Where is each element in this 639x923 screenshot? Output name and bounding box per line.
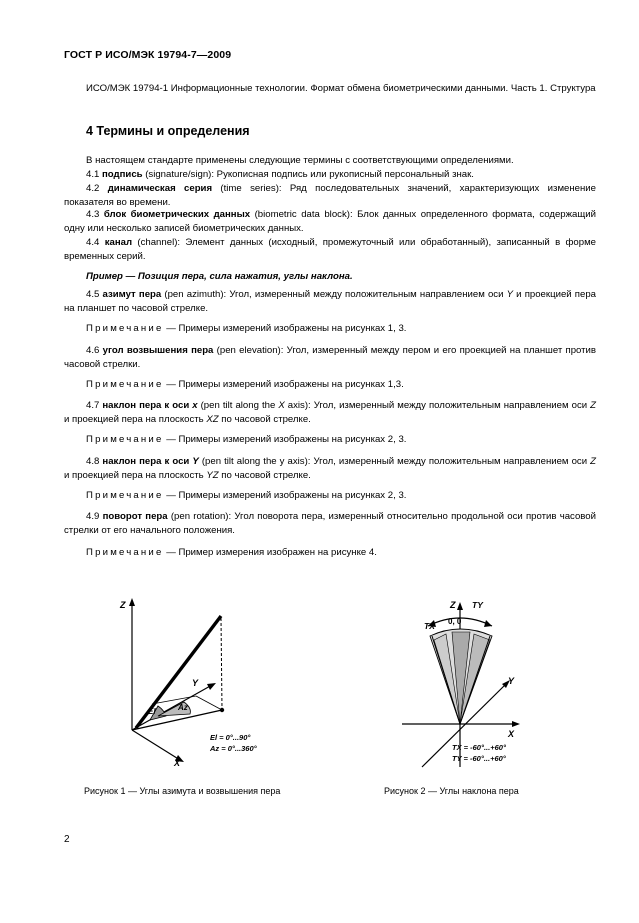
figure-1-az-label: Az	[178, 703, 188, 712]
figure-1-tip-point	[220, 708, 224, 712]
section-intro: В настоящем стандарте применены следующие термины с соответствующими определениями.	[86, 155, 514, 166]
figure-2-origin-label: 0, 0	[448, 617, 462, 626]
term-4-7	[64, 399, 596, 427]
term-definition: (pen rotation): Угол поворота пера, измеренный относительно продольной оси против часовой стрелки от его начального положения.	[64, 511, 596, 536]
term-definition: (pen azimuth): Угол, измеренный между положительным направлением оси	[161, 289, 507, 300]
term-4-8	[64, 455, 596, 483]
axis-symbol: Z	[590, 456, 597, 467]
section-title: 4 Термины и определения	[86, 124, 250, 138]
note-label: Примечание	[86, 490, 164, 501]
term-number: 4.1	[86, 169, 100, 180]
page-number: 2	[64, 834, 70, 845]
figure-1-z-label: Z	[120, 600, 126, 610]
figure-1-y-axis	[132, 685, 212, 730]
term-4-1	[64, 168, 596, 182]
figure-1-el-range: El = 0°...90°	[210, 733, 251, 742]
term-definition: и проекцией пера на планшет по часовой стрелке.	[64, 289, 596, 314]
term-definition: по часовой стрелке.	[218, 414, 311, 425]
term-number: 4.3	[86, 209, 100, 220]
term-definition: и проекцией пера на плоскость	[64, 470, 207, 481]
term-name: блок биометрических данных	[103, 209, 251, 220]
figure-2-ty-label: TY	[472, 600, 483, 610]
term-name: наклон пера к оси	[102, 456, 190, 467]
term-number: 4.8	[86, 456, 100, 467]
term-name: подпись	[102, 169, 143, 180]
note-text: — Пример измерения изображен на рисунке 4.	[163, 547, 377, 558]
term-definition: по часовой стрелке.	[218, 470, 311, 481]
term-4-9	[64, 510, 596, 538]
term-definition: (signature/sign): Рукописная подпись или рукописный персональный знак.	[142, 169, 474, 180]
figure-2-x-arrow-icon	[512, 721, 520, 727]
figure-1-az-range: Az = 0°...360°	[210, 744, 257, 753]
term-definition: (pen elevation): Угол, измеренный между пером и его проекцией на планшет против часовой стрелки.	[64, 345, 597, 370]
figure-1-caption: Рисунок 1 — Углы азимута и возвышения пера	[84, 786, 281, 796]
term-name: азимут пера	[102, 289, 162, 300]
term-definition: и проекцией пера на плоскость	[64, 414, 207, 425]
note-label: Примечание	[86, 547, 164, 558]
note-4-8	[64, 489, 596, 503]
term-name: канал	[104, 237, 133, 248]
figure-2-arc-right-arrow-icon	[484, 620, 492, 627]
plane-symbol: XZ	[206, 414, 219, 425]
axis-symbol: Z	[590, 400, 597, 411]
note-4-9	[64, 546, 596, 560]
term-definition: axis): Угол, измеренный между положительным направлением оси	[284, 400, 591, 411]
note-text: — Примеры измерений изображены на рисунках 1, 3.	[163, 323, 407, 334]
term-name: угол возвышения пера	[102, 345, 214, 356]
term-name: наклон пера к оси	[102, 400, 190, 411]
term-number: 4.7	[86, 400, 100, 411]
term-4-5	[64, 288, 596, 316]
term-number: 4.9	[86, 511, 100, 522]
figure-2-pen-tilt	[392, 592, 552, 772]
figure-1-y-arrow-icon	[207, 683, 216, 690]
plane-symbol: YZ	[206, 470, 219, 481]
axis-symbol: X	[278, 400, 285, 411]
note-text: — Примеры измерений изображены на рисунках 2, 3.	[163, 434, 407, 445]
term-name: поворот пера	[102, 511, 168, 522]
figure-2-z-label: Z	[450, 600, 456, 610]
term-4-3	[64, 208, 596, 236]
figure-1-x-axis	[132, 730, 180, 760]
term-4-4	[64, 236, 596, 264]
example-note: Пример — Позиция пера, сила нажатия, углы наклона.	[86, 271, 353, 282]
term-definition: (pen tilt along the y axis): Угол, измеренный между положительным направлением оси	[198, 456, 591, 467]
figure-2-tx-range: TX = -60°...+60°	[452, 743, 506, 752]
note-4-7	[64, 433, 596, 447]
figure-1-el-label: El	[148, 707, 156, 716]
note-4-5	[64, 322, 596, 336]
figure-1-y-label: Y	[192, 678, 199, 688]
note-text: — Примеры измерений изображены на рисунках 1,3.	[163, 379, 404, 390]
figure-1-pen-azimuth-elevation	[100, 590, 300, 770]
term-number: 4.6	[86, 345, 100, 356]
note-label: Примечание	[86, 379, 164, 390]
term-4-6	[64, 344, 596, 372]
term-4-2	[64, 182, 596, 210]
normative-reference: ИСО/МЭК 19794-1 Информационные технологии. Формат обмена биометрическими данными. Часть 1. Структура	[86, 83, 596, 94]
figure-2-y-label: Y	[508, 676, 515, 686]
term-number: 4.5	[86, 289, 100, 300]
axis-symbol: x	[192, 400, 198, 411]
term-number: 4.4	[86, 237, 100, 248]
note-label: Примечание	[86, 323, 164, 334]
note-4-6	[64, 378, 596, 392]
figure-1-drop-line	[221, 618, 222, 710]
note-text: — Примеры измерений изображены на рисунках 2, 3.	[163, 490, 407, 501]
term-definition: (pen tilt along the	[197, 400, 279, 411]
figure-2-z-arrow-icon	[457, 602, 463, 610]
figure-2-caption: Рисунок 2 — Углы наклона пера	[384, 786, 519, 796]
term-name: динамическая серия	[107, 183, 213, 194]
figure-2-tx-label: TX	[424, 621, 435, 631]
axis-symbol: Y	[506, 289, 514, 300]
figure-2-ty-range: TY = -60°...+60°	[452, 754, 506, 763]
term-definition: (time series): Ряд последовательных значений, характеризующих изменение показателя во времени.	[64, 183, 597, 208]
figure-1-z-arrow-icon	[129, 598, 135, 606]
figure-1-x-label: X	[174, 758, 181, 768]
figure-1-arc-guide	[196, 696, 222, 710]
term-definition: (biometric data block): Блок данных определенного формата, содержащий одну или несколько записей биометрических данных.	[64, 209, 596, 234]
document-header: ГОСТ Р ИСО/МЭК 19794-7—2009	[64, 49, 232, 61]
figure-2-x-label: X	[508, 729, 515, 739]
axis-symbol: Y	[192, 456, 199, 467]
term-number: 4.2	[86, 183, 100, 194]
term-definition: (channel): Элемент данных (исходный, промежуточный или обработанный), записанный в форме временных серий.	[64, 237, 596, 262]
note-label: Примечание	[86, 434, 164, 445]
